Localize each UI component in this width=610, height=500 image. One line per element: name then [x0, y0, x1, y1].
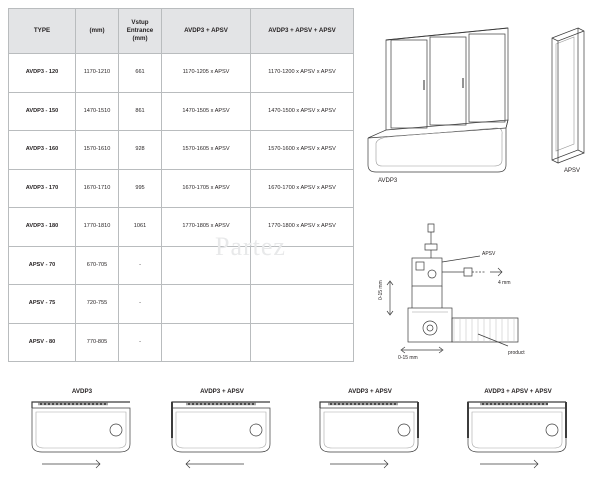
tech-apsv-label: APSV [482, 251, 496, 257]
plan-title: AVDP3 [71, 388, 93, 395]
table-header-row [9, 9, 354, 54]
plan-view-avdp3-apsv-apsv [448, 388, 588, 488]
column-header-entrance [119, 9, 162, 54]
avdp3-figure-label: AVDP3 [378, 178, 398, 184]
cell-entrance: 1061 [119, 208, 162, 247]
cell-combo-b: 1570-1600 x APSV x APSV [251, 131, 354, 170]
entrance-line-3: (mm) [132, 34, 148, 42]
cell-combo-a: 1670-1705 x APSV [162, 169, 251, 208]
cell-entrance: 861 [119, 92, 162, 131]
column-header-avdp3-apsv-apsv: AVDP3 + APSV + APSV [251, 9, 354, 54]
table-row [9, 208, 354, 247]
cell-entrance: - [119, 323, 162, 362]
avdp3-product-illustration [358, 10, 528, 195]
cell-combo-a: 1570-1605 x APSV [162, 131, 251, 170]
cell-type: AVDP3 - 170 [9, 169, 76, 208]
cell-mm: 670-705 [76, 246, 119, 285]
plan-view-svg-2 [152, 398, 292, 486]
column-header-mm: (mm) [76, 9, 119, 54]
table-row [9, 246, 354, 285]
cell-mm: 1770-1810 [76, 208, 119, 247]
cell-type: APSV - 80 [9, 323, 76, 362]
column-header-type: TYPE [9, 9, 76, 54]
cell-type: AVDP3 - 180 [9, 208, 76, 247]
plan-view-avdp3-apsv-right [300, 388, 440, 488]
tech-depth-dim: 4 mm [498, 280, 511, 286]
cell-combo-a: 1470-1505 x APSV [162, 92, 251, 131]
cell-mm: 720-755 [76, 285, 119, 324]
plan-view-avdp3 [12, 388, 152, 488]
entrance-line-1: Vstup [131, 19, 149, 27]
cell-combo-b: 1470-1500 x APSV x APSV [251, 92, 354, 131]
apsv-figure-label: APSV [564, 168, 581, 174]
cell-combo-b: 1170-1200 x APSV x APSV [251, 54, 354, 93]
column-header-avdp3-apsv: AVDP3 + APSV [162, 9, 251, 54]
cell-entrance: 928 [119, 131, 162, 170]
cell-entrance: 995 [119, 169, 162, 208]
cell-entrance: - [119, 246, 162, 285]
tech-vertical-dim: 0-15 mm [378, 280, 384, 300]
table-row [9, 54, 354, 93]
cell-combo-a [162, 285, 251, 324]
table-row [9, 92, 354, 131]
plan-view-avdp3-apsv-left [152, 388, 292, 488]
plan-title: AVDP3 + APSV [200, 388, 244, 395]
cell-type: AVDP3 - 160 [9, 131, 76, 170]
specification-table [8, 8, 354, 362]
cell-mm: 1570-1610 [76, 131, 119, 170]
cell-entrance: 661 [119, 54, 162, 93]
cell-combo-b [251, 323, 354, 362]
watermark: Partez [215, 232, 286, 261]
cell-type: APSV - 70 [9, 246, 76, 285]
cell-type: AVDP3 - 120 [9, 54, 76, 93]
cell-combo-a: 1170-1205 x APSV [162, 54, 251, 93]
table-row [9, 323, 354, 362]
plan-title: AVDP3 + APSV + APSV [484, 388, 552, 395]
table-row [9, 169, 354, 208]
installation-technical-diagram [368, 222, 568, 367]
tech-product-label: product [508, 350, 525, 356]
cell-type: APSV - 75 [9, 285, 76, 324]
table-row [9, 285, 354, 324]
tech-bottom-dim: 0-15 mm [398, 355, 418, 361]
cell-combo-b: 1670-1700 x APSV x APSV [251, 169, 354, 208]
cell-combo-b: 1770-1800 x APSV x APSV [251, 208, 354, 247]
cell-mm: 1170-1210 [76, 54, 119, 93]
plan-title: AVDP3 + APSV [348, 388, 392, 395]
cell-entrance: - [119, 285, 162, 324]
cell-type: AVDP3 - 150 [9, 92, 76, 131]
table-row [9, 131, 354, 170]
cell-mm: 1470-1510 [76, 92, 119, 131]
cell-mm: 770-805 [76, 323, 119, 362]
entrance-line-2: Entrance [126, 27, 154, 35]
plan-view-svg-3 [300, 398, 440, 486]
table-body [9, 54, 354, 362]
cell-combo-b [251, 285, 354, 324]
cell-combo-a [162, 323, 251, 362]
cell-mm: 1670-1710 [76, 169, 119, 208]
specification-table-wrapper [8, 8, 348, 362]
cell-combo-a: 1770-1805 x APSV [162, 208, 251, 247]
apsv-product-illustration [538, 10, 604, 195]
plan-view-svg-1 [12, 398, 152, 486]
plan-view-svg-4 [448, 398, 588, 486]
technical-diagram-svg [368, 222, 568, 367]
avdp3-drawing-svg [358, 10, 528, 195]
table-header [9, 9, 354, 54]
